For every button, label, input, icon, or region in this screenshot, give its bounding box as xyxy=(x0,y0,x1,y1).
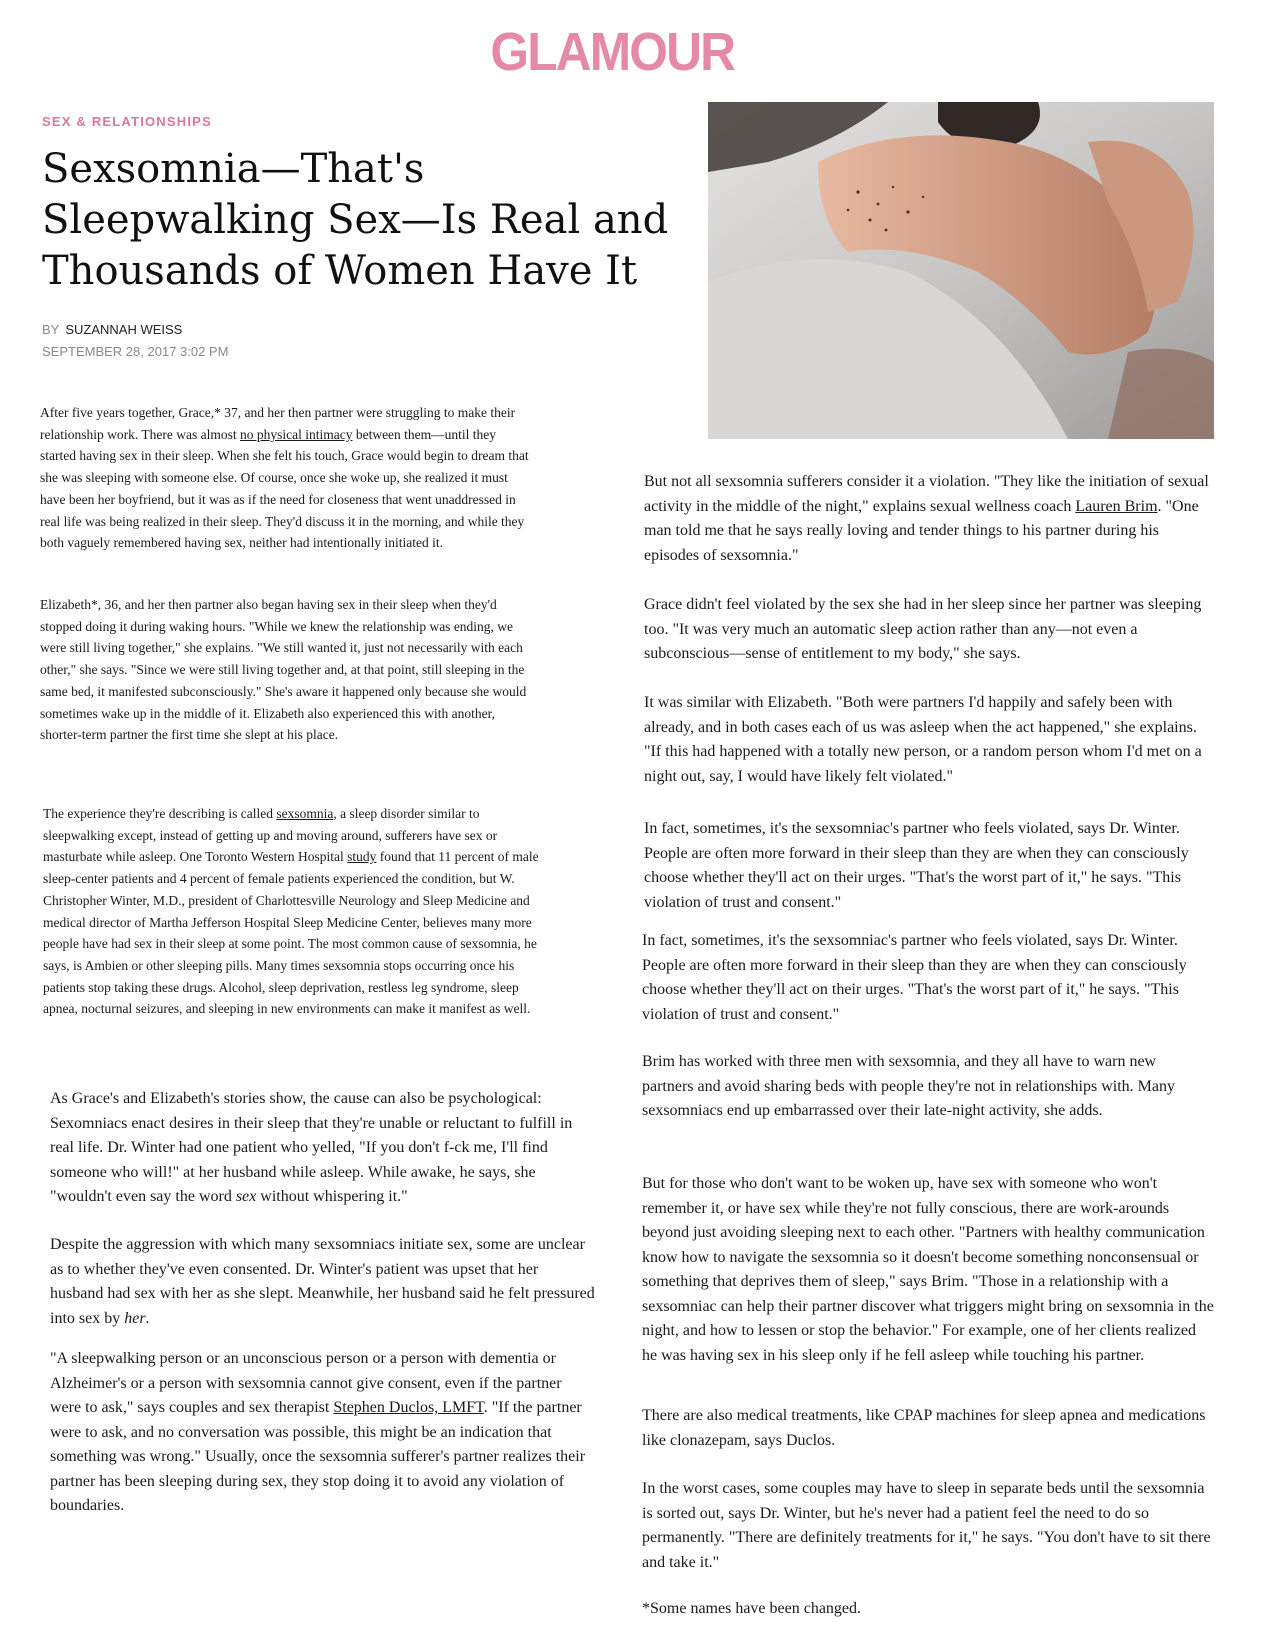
paragraph-elizabeth-intro: Elizabeth*, 36, and her then partner also began having sex in their sleep when they'd stopped doing it during waking hours. "While we knew the relationship was ending, we were still living together," she explains. "We still wanted it, just not necessarily with each other," she says. "Since we were still living together and, at that point, still sleeping in the same bed, it manifested subconsciously." She's aware it happened only because she would sometimes wake up in the middle of it. Elizabeth also experienced this with another, shorter-term partner the first time she slept at his place. xyxy=(40,597,527,743)
paragraph-consent-unclear xyxy=(50,1233,595,1331)
paragraph-elizabeth-similar: It was similar with Elizabeth. "Both were partners I'd happily and safely been with already, and in both cases each of us was asleep when the act happened," she explains. "If this had happened with a totally new person, or a random person whom I'd met on a night out, say, I would have likely felt violated." xyxy=(644,694,1202,785)
paragraph-partner-violated-repeat: In fact, sometimes, it's the sexsomniac's partner who feels violated, says Dr. Winter. People are often more forward in their sleep than they are when they can consciously choose whether they'll act on their urges. "That's the worst part of it," he says. "This violation of trust and consent." xyxy=(642,932,1187,1023)
text: After five years together, Grace,* 37, and her then partner were struggling to make their relationship work. There was almost xyxy=(40,405,516,442)
paragraph-duclos-quote xyxy=(50,1347,595,1519)
publish-date: SEPTEMBER 28, 2017 3:02 PM xyxy=(42,344,229,359)
paragraph-medical-treatments: There are also medical treatments, like CPAP machines for sleep apnea and medications like clonazepam, says Duclos. xyxy=(642,1407,1206,1449)
paragraph-not-violation xyxy=(644,470,1214,568)
link-stephen-duclos[interactable]: Stephen Duclos, LMFT xyxy=(333,1399,484,1416)
paragraph-sexsomnia-definition xyxy=(43,803,553,1020)
section-label[interactable]: SEX & RELATIONSHIPS xyxy=(42,114,212,129)
paragraph-partner-violated: In fact, sometimes, it's the sexsomniac's partner who feels violated, says Dr. Winter. People are often more forward in their sleep than they are when they can consciously choose whether they'll act on their urges. "That's the worst part of it," he says. "This violation of trust and consent." xyxy=(644,820,1189,911)
names-changed-note: *Some names have been changed. xyxy=(642,1600,862,1617)
text: As Grace's and Elizabeth's stories show, the cause can also be psychological: Sexomniacs enact desires in their sleep that they're unable or reluctant to fulfill in real life. Dr. Winter had one patient who yelled, "If you don't f-ck me, I'll find someone who will!" at her husband while asleep. While awake, he says, she "wouldn't even say the word xyxy=(50,1090,573,1205)
text: "A sleepwalking person or an unconscious person or a person with dementia or Alzheimer's or a person with sexsomnia cannot give consent, even if the partner were to ask," says couples and sex therapist xyxy=(50,1350,562,1416)
text: between them—until they started having sex in their sleep. When she felt his touch, Grace would begin to dream that she was sleeping with someone else. Of course, once she woke up, she realized it must have been her boyfriend, but it was as if the need for closeness that went unaddressed in real life was being realized in their sleep. They'd discuss it in the morning, and while they both vaguely remembered having sex, neither had intentionally initiated it. xyxy=(40,426,529,551)
paragraph-work-arounds: But for those who don't want to be woken up, have sex with someone who won't remember it, or have sex while they're not fully conscious, there are work-arounds beyond just avoiding sleeping next to each other. "Partners with healthy communication know how to navigate the sexsomnia so it doesn't become something nonconsensual or something that deprives them of sleep," says Brim. "Those in a relationship with a sexsomniac can help their partner discover what triggers might bring on sexsomnia in the night, and how to lessen or stop the behavior." For example, one of her clients realized he was having sex in his sleep only if he fell asleep while touching his partner. xyxy=(642,1175,1214,1364)
text: Despite the aggression with which many sexsomniacs initiate sex, some are unclear as to whether they've even consented. Dr. Winter's patient was upset that her husband had sex with her as she slept. Meanwhile, her husband said he felt pressured into sex by xyxy=(50,1236,595,1327)
paragraph-worst-cases: In the worst cases, some couples may have to sleep in separate beds until the sexsomnia is sorted out, says Dr. Winter, but he's never had a patient feel the need to do so permanently. "There are definitely treatments for it," he says. "You don't have to sit there and take it." xyxy=(642,1480,1211,1571)
article-headline: Sexsomnia—That's Sleepwalking Sex—Is Real and Thousands of Women Have It xyxy=(42,146,669,294)
link-lauren-brim[interactable]: Lauren Brim xyxy=(1075,497,1158,515)
author-name[interactable]: SUZANNAH WEISS xyxy=(65,322,183,337)
text: without whispering it." xyxy=(256,1188,408,1205)
paragraph-grace-intro xyxy=(40,402,530,554)
hero-image xyxy=(708,102,1214,439)
text: But not all sexsomnia sufferers consider it a violation. "They like the initiation of sexual activity in the middle of the night," explains sexual wellness coach xyxy=(644,473,1209,515)
text: found that 11 percent of male sleep-center patients and 4 percent of female patients experienced the condition, but W. Christopher Winter, M.D., president of Charlottesville Neurology and Sleep Medicine and medical director of Martha Jefferson Hospital Sleep Medicine Center, believes many more people have had sex in their sleep at some point. The most common cause of sexsomnia, he says, is Ambien or other sleeping pills. Many times sexsomnia stops occurring once his patients stop taking these drugs. Alcohol, sleep deprivation, restless leg syndrome, sleep apnea, nocturnal seizures, and sleeping in new environments can make it manifest as well. xyxy=(43,849,539,1017)
paragraph-grace-not-violated: Grace didn't feel violated by the sex she had in her sleep since her partner was sleeping too. "It was very much an automatic sleep action rather than any—not even a subconscious—sense of entitlement to my body," she says. xyxy=(644,596,1202,662)
text: . xyxy=(145,1309,150,1327)
paragraph-psychological-cause xyxy=(50,1087,595,1210)
text: . "If the partner were to ask, and no conversation was possible, this might be an indication that something was wrong." Usually, once the sexsomnia sufferer's partner realizes their partner has been sleeping during sex, they stop doing it to avoid any violation of boundaries. xyxy=(50,1399,586,1514)
hero-photo-illustration xyxy=(708,102,1214,439)
emphasis: sex xyxy=(235,1188,257,1205)
paragraph-brim-clients: Brim has worked with three men with sexsomnia, and they all have to warn new partners and avoid sharing beds with people they're not in relationships with. Many sexsomniacs end up embarrassed over their late-night activity, she adds. xyxy=(642,1053,1175,1119)
text: , a sleep disorder similar to sleepwalking except, instead of getting up and moving around, sufferers have sex or masturbate while asleep. One Toronto Western Hospital xyxy=(43,806,498,865)
text: The experience they're describing is called xyxy=(43,806,277,821)
emphasis: her xyxy=(124,1309,146,1327)
link-study[interactable]: study xyxy=(347,849,377,865)
byline xyxy=(42,322,182,337)
byline-prefix: BY xyxy=(42,322,60,337)
glamour-logo[interactable]: GLAMOUR xyxy=(490,22,735,82)
link-no-physical-intimacy[interactable]: no physical intimacy xyxy=(239,426,353,442)
text: . "One man told me that he says really loving and tender things to his partner during his episodes of sexsomnia." xyxy=(644,497,1199,564)
link-sexsomnia[interactable]: sexsomnia xyxy=(276,806,334,821)
